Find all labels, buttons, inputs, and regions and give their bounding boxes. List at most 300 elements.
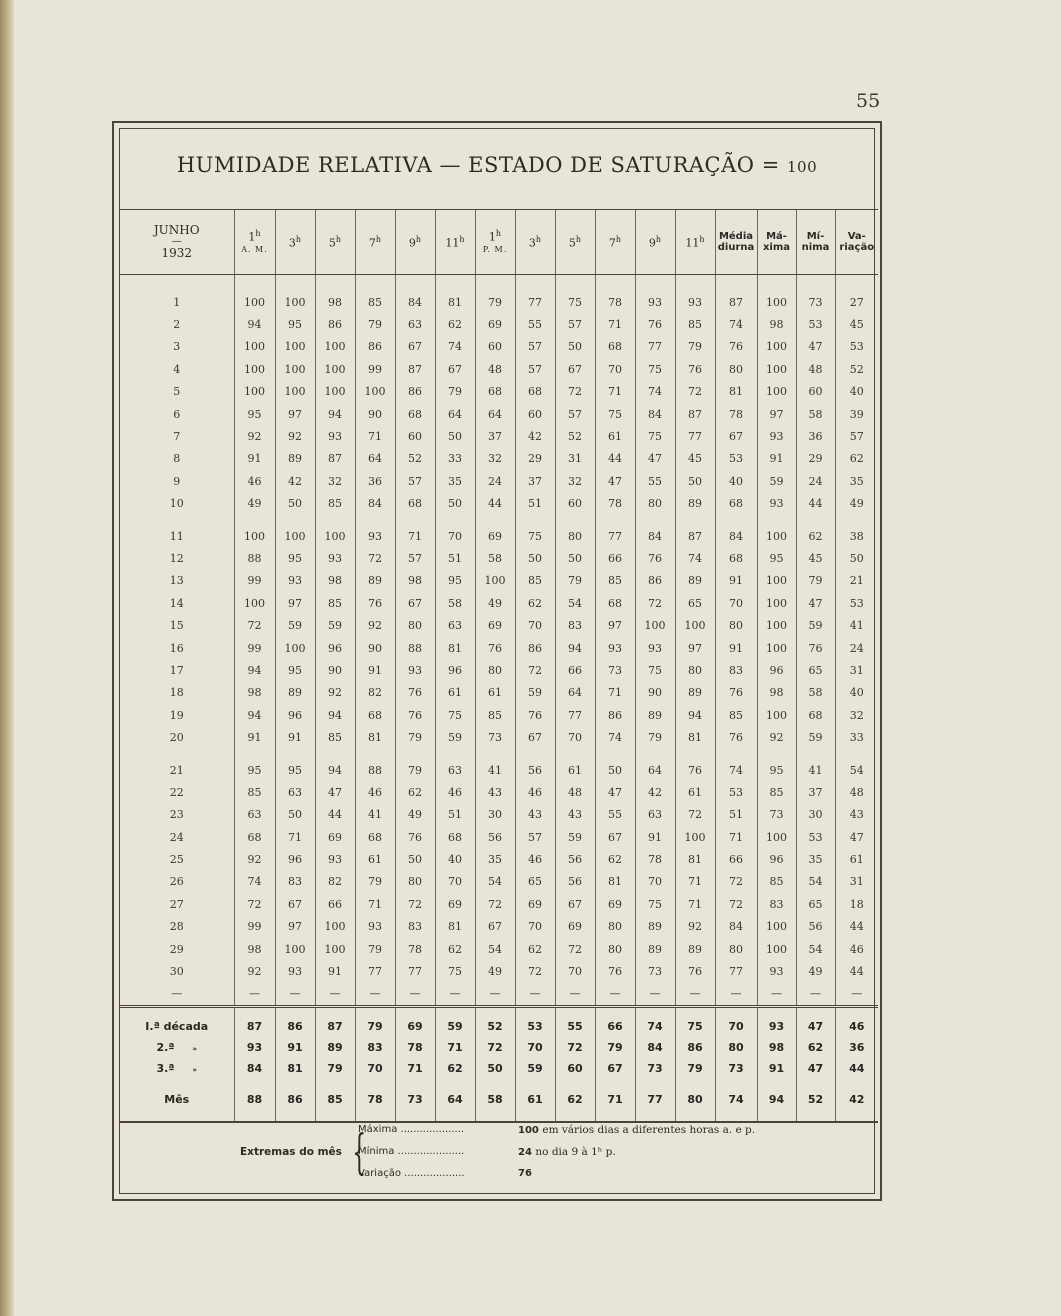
summary-value-cell: 53 <box>515 1016 555 1037</box>
value-cell: 76 <box>515 704 555 726</box>
spacer-cell <box>475 1006 515 1016</box>
value-cell: 44 <box>315 804 355 826</box>
spacer-cell <box>635 515 675 525</box>
value-cell: 68 <box>234 826 275 848</box>
value-cell: 66 <box>315 893 355 915</box>
spacer-cell <box>595 1006 635 1016</box>
value-cell: 77 <box>715 960 757 982</box>
spacer-cell <box>234 1111 275 1122</box>
hour-number: 5 <box>568 236 576 250</box>
value-cell: 100 <box>635 614 675 636</box>
value-cell: 63 <box>395 313 435 335</box>
value-cell: 93 <box>355 525 395 547</box>
spacer-cell <box>555 1111 595 1122</box>
value-cell: 74 <box>635 381 675 403</box>
day-cell: 21 <box>169 763 184 777</box>
value-cell: 74 <box>234 871 275 893</box>
value-cell: 42 <box>635 781 675 803</box>
value-cell: 97 <box>675 637 715 659</box>
spacer-cell <box>435 515 475 525</box>
value-cell: 98 <box>757 682 796 704</box>
value-cell: 42 <box>275 470 315 492</box>
day-cell: 6 <box>173 407 181 421</box>
value-cell: 84 <box>715 525 757 547</box>
day-cell: 12 <box>169 551 184 565</box>
spacer-cell <box>395 275 435 292</box>
table-row <box>120 313 878 335</box>
value-cell: 92 <box>315 682 355 704</box>
value-cell: 71 <box>355 893 395 915</box>
value-cell: 91 <box>315 960 355 982</box>
month-label: Mês <box>164 1093 190 1107</box>
hour-suffix: h <box>295 235 302 245</box>
table-row <box>120 592 878 614</box>
summary-value-cell: 67 <box>595 1058 635 1079</box>
value-cell: 85 <box>757 781 796 803</box>
day-cell: 7 <box>173 430 181 444</box>
spacer-cell <box>234 749 275 759</box>
value-cell: 84 <box>355 493 395 515</box>
value-cell: 85 <box>315 592 355 614</box>
value-cell: 100 <box>315 381 355 403</box>
day-cell: 3 <box>173 340 181 354</box>
value-cell: 32 <box>315 470 355 492</box>
dash-cell: — <box>275 983 315 1007</box>
hour-suffix: h <box>699 235 705 245</box>
table-row <box>120 960 878 982</box>
hour-number: 11 <box>685 236 700 250</box>
value-cell: 93 <box>635 291 675 313</box>
value-cell: 67 <box>555 358 595 380</box>
dash-cell: — <box>515 983 555 1007</box>
summary-value-cell: 91 <box>757 1058 796 1079</box>
spacer-cell <box>120 1111 234 1122</box>
value-cell: 21 <box>835 570 878 592</box>
value-cell: 57 <box>555 403 595 425</box>
month-value-cell: 86 <box>275 1089 315 1111</box>
value-cell: 70 <box>555 726 595 748</box>
summary-value-cell: 86 <box>275 1016 315 1037</box>
summary-value-cell: 80 <box>715 1037 757 1058</box>
maxima-line-2: xima <box>762 242 791 253</box>
minima-dots: ..................... <box>397 1146 465 1157</box>
value-cell: 69 <box>475 313 515 335</box>
value-cell: 93 <box>757 960 796 982</box>
value-cell: 100 <box>315 358 355 380</box>
month-value-cell: 71 <box>595 1089 635 1111</box>
value-cell: 40 <box>835 381 878 403</box>
value-cell: 70 <box>635 871 675 893</box>
table-row <box>120 781 878 803</box>
value-cell: 69 <box>555 916 595 938</box>
summary-value-cell: 83 <box>355 1037 395 1058</box>
value-cell: 100 <box>275 525 315 547</box>
value-cell: 47 <box>595 781 635 803</box>
spacer-cell <box>835 515 878 525</box>
value-cell: 69 <box>315 826 355 848</box>
value-cell: 96 <box>757 659 796 681</box>
value-cell: 55 <box>595 804 635 826</box>
value-cell: 93 <box>355 916 395 938</box>
value-cell: 48 <box>796 358 835 380</box>
value-cell: 100 <box>315 525 355 547</box>
value-cell: 92 <box>234 425 275 447</box>
extreme-minima-value <box>518 1146 616 1158</box>
table-row <box>120 614 878 636</box>
value-cell: 100 <box>315 916 355 938</box>
table-row <box>120 804 878 826</box>
value-cell: 24 <box>835 637 878 659</box>
hour-number: 9 <box>408 236 416 250</box>
page-title <box>120 153 874 177</box>
value-cell: 50 <box>835 547 878 569</box>
value-cell: 61 <box>355 848 395 870</box>
value-cell: 67 <box>395 336 435 358</box>
value-cell: 88 <box>395 637 435 659</box>
value-cell: 90 <box>355 403 395 425</box>
value-cell: 95 <box>275 659 315 681</box>
value-cell: 45 <box>675 448 715 470</box>
value-cell: 100 <box>275 336 315 358</box>
value-cell: 47 <box>796 592 835 614</box>
value-cell: 75 <box>635 659 675 681</box>
value-cell: 79 <box>355 938 395 960</box>
value-cell: 84 <box>635 525 675 547</box>
extreme-variacao-value <box>518 1168 532 1179</box>
value-cell: 77 <box>595 525 635 547</box>
spacer-cell <box>675 749 715 759</box>
table-frame <box>112 121 882 1201</box>
day-cell: 20 <box>169 731 184 745</box>
month-value-cell: 62 <box>555 1089 595 1111</box>
value-cell: 33 <box>435 448 475 470</box>
value-cell: 72 <box>475 893 515 915</box>
table-body <box>120 275 878 1122</box>
value-cell: 24 <box>796 470 835 492</box>
value-cell: 97 <box>757 403 796 425</box>
value-cell: 86 <box>595 704 635 726</box>
value-cell: 96 <box>315 637 355 659</box>
value-cell: 86 <box>395 381 435 403</box>
maxima-value: 100 <box>518 1125 539 1136</box>
spacer-cell <box>715 515 757 525</box>
value-cell: 75 <box>515 525 555 547</box>
spacer-cell <box>635 749 675 759</box>
value-cell: 70 <box>435 525 475 547</box>
value-cell: 94 <box>555 637 595 659</box>
day-cell: 27 <box>169 897 184 911</box>
value-cell: 71 <box>595 381 635 403</box>
month-header <box>120 210 234 275</box>
value-cell: 76 <box>635 313 675 335</box>
value-cell: 54 <box>796 938 835 960</box>
value-cell: 83 <box>555 614 595 636</box>
spacer-cell <box>234 515 275 525</box>
value-cell: 79 <box>475 291 515 313</box>
value-cell: 71 <box>355 425 395 447</box>
value-cell: 81 <box>595 871 635 893</box>
spacer-cell <box>515 749 555 759</box>
value-cell: 93 <box>757 425 796 447</box>
value-cell: 84 <box>395 291 435 313</box>
value-cell: 75 <box>635 425 675 447</box>
spacer-cell <box>315 1111 355 1122</box>
spacer-cell <box>796 515 835 525</box>
summary-value-cell: 78 <box>395 1037 435 1058</box>
value-cell: 85 <box>355 291 395 313</box>
summary-value-cell: 59 <box>435 1016 475 1037</box>
value-cell: 63 <box>635 804 675 826</box>
value-cell: 61 <box>435 682 475 704</box>
value-cell: 85 <box>595 570 635 592</box>
spacer-cell <box>595 1079 635 1089</box>
value-cell: 72 <box>234 893 275 915</box>
spacer-cell <box>475 1111 515 1122</box>
summary-value-cell: 60 <box>555 1058 595 1079</box>
value-cell: 87 <box>715 291 757 313</box>
value-cell: 76 <box>395 704 435 726</box>
value-cell: 89 <box>275 682 315 704</box>
value-cell: 69 <box>475 614 515 636</box>
value-cell: 44 <box>835 960 878 982</box>
hour-suffix: h <box>495 229 502 239</box>
value-cell: 57 <box>515 826 555 848</box>
table-row <box>120 525 878 547</box>
period-label: A. M. <box>241 244 268 254</box>
value-cell: 71 <box>595 313 635 335</box>
spacer-cell <box>355 515 395 525</box>
day-cell: 22 <box>169 785 184 799</box>
value-cell: 90 <box>355 637 395 659</box>
value-cell: 100 <box>315 336 355 358</box>
value-cell: 93 <box>675 291 715 313</box>
value-cell: 100 <box>475 570 515 592</box>
extreme-minima-label <box>358 1146 464 1157</box>
value-cell: 100 <box>675 614 715 636</box>
value-cell: 68 <box>715 493 757 515</box>
hour-number: 7 <box>368 236 376 250</box>
value-cell: 60 <box>475 336 515 358</box>
hour-suffix: h <box>459 235 465 245</box>
value-cell: 94 <box>234 659 275 681</box>
spacer-cell <box>315 1079 355 1089</box>
value-cell: 75 <box>555 291 595 313</box>
spacer-cell <box>715 749 757 759</box>
value-cell: 74 <box>435 336 475 358</box>
value-cell: 67 <box>275 893 315 915</box>
value-cell: 64 <box>555 682 595 704</box>
value-cell: 97 <box>275 592 315 614</box>
value-cell: 37 <box>475 425 515 447</box>
value-cell: 59 <box>757 470 796 492</box>
month-value-cell: 74 <box>715 1089 757 1111</box>
value-cell: 41 <box>475 759 515 781</box>
spacer-cell <box>395 1111 435 1122</box>
spacer-cell <box>595 515 635 525</box>
value-cell: 46 <box>435 781 475 803</box>
table-row <box>120 704 878 726</box>
value-cell: 41 <box>796 759 835 781</box>
hour-number: 3 <box>288 236 296 250</box>
value-cell: 67 <box>555 893 595 915</box>
value-cell: 59 <box>796 614 835 636</box>
hour-number: 3 <box>528 236 536 250</box>
value-cell: 89 <box>675 682 715 704</box>
summary-value-cell: 62 <box>435 1058 475 1079</box>
table-row <box>120 659 878 681</box>
value-cell: 83 <box>275 871 315 893</box>
value-cell: 59 <box>435 726 475 748</box>
value-cell: 81 <box>435 637 475 659</box>
hour-suffix: h <box>415 235 422 245</box>
summary-value-cell: 46 <box>835 1016 878 1037</box>
value-cell: 100 <box>234 291 275 313</box>
value-cell: 42 <box>515 425 555 447</box>
spacer-cell <box>395 1079 435 1089</box>
value-cell: 41 <box>355 804 395 826</box>
table-row <box>120 759 878 781</box>
value-cell: 72 <box>715 871 757 893</box>
summary-value-cell: 79 <box>595 1037 635 1058</box>
variacao-dots: ................... <box>404 1168 465 1179</box>
spacer-cell <box>675 515 715 525</box>
spacer-cell <box>355 1079 395 1089</box>
value-cell: 81 <box>435 291 475 313</box>
value-cell: 57 <box>395 547 435 569</box>
value-cell: 46 <box>234 470 275 492</box>
value-cell: 98 <box>395 570 435 592</box>
value-cell: 31 <box>835 871 878 893</box>
month-value-cell: 42 <box>835 1089 878 1111</box>
value-cell: 100 <box>757 358 796 380</box>
summary-value-cell: 86 <box>675 1037 715 1058</box>
spacer-cell <box>675 1079 715 1089</box>
value-cell: 56 <box>555 848 595 870</box>
value-cell: 44 <box>595 448 635 470</box>
value-cell: 95 <box>757 547 796 569</box>
value-cell: 68 <box>515 381 555 403</box>
extreme-variacao-label <box>358 1168 465 1179</box>
spacer-cell <box>796 1111 835 1122</box>
decade-label-text: 3.ª <box>156 1061 175 1075</box>
summary-value-cell: 73 <box>715 1058 757 1079</box>
month-dash: — <box>171 236 182 247</box>
value-cell: 96 <box>275 848 315 870</box>
spacer-cell <box>555 1079 595 1089</box>
value-cell: 92 <box>757 726 796 748</box>
value-cell: 56 <box>475 826 515 848</box>
value-cell: 91 <box>355 659 395 681</box>
extreme-maxima-value <box>518 1124 755 1136</box>
value-cell: 50 <box>555 547 595 569</box>
book-spine <box>0 0 14 1316</box>
summary-value-cell: 71 <box>435 1037 475 1058</box>
value-cell: 35 <box>835 470 878 492</box>
value-cell: 49 <box>475 592 515 614</box>
spacer-cell <box>675 1006 715 1016</box>
table-row <box>120 547 878 569</box>
summary-value-cell: 75 <box>675 1016 715 1037</box>
year: 1932 <box>161 246 193 260</box>
value-cell: 33 <box>835 726 878 748</box>
spacer-cell <box>315 1006 355 1016</box>
value-cell: 81 <box>355 726 395 748</box>
value-cell: 50 <box>275 493 315 515</box>
spacer-cell <box>120 1006 234 1016</box>
value-cell: 76 <box>395 826 435 848</box>
value-cell: 51 <box>435 804 475 826</box>
spacer-cell <box>275 1111 315 1122</box>
value-cell: 73 <box>475 726 515 748</box>
value-cell: 78 <box>595 493 635 515</box>
value-cell: 66 <box>555 659 595 681</box>
value-cell: 75 <box>435 960 475 982</box>
summary-value-cell: 72 <box>555 1037 595 1058</box>
value-cell: 49 <box>835 493 878 515</box>
day-cell: 10 <box>169 497 184 511</box>
value-cell: 73 <box>635 960 675 982</box>
value-cell: 30 <box>475 804 515 826</box>
hour-header <box>395 210 435 275</box>
value-cell: 85 <box>675 313 715 335</box>
dash-cell: — <box>757 983 796 1007</box>
dash-cell: — <box>171 987 183 1001</box>
dash-cell: — <box>796 983 835 1007</box>
spacer-cell <box>515 1079 555 1089</box>
day-cell: 4 <box>173 362 181 376</box>
value-cell: 50 <box>515 547 555 569</box>
value-cell: 68 <box>796 704 835 726</box>
summary-gap-row <box>120 1079 878 1089</box>
value-cell: 44 <box>475 493 515 515</box>
value-cell: 64 <box>355 448 395 470</box>
value-cell: 91 <box>715 570 757 592</box>
day-cell: 24 <box>169 830 184 844</box>
value-cell: 60 <box>555 493 595 515</box>
value-cell: 54 <box>796 871 835 893</box>
value-cell: 52 <box>395 448 435 470</box>
value-cell: 99 <box>234 570 275 592</box>
spacer-cell <box>757 1079 796 1089</box>
spacer-cell <box>435 749 475 759</box>
value-cell: 47 <box>835 826 878 848</box>
spacer-cell <box>757 749 796 759</box>
value-cell: 86 <box>315 313 355 335</box>
value-cell: 60 <box>395 425 435 447</box>
value-cell: 78 <box>595 291 635 313</box>
hour-number: 9 <box>648 236 656 250</box>
table-row <box>120 448 878 470</box>
month-extremes <box>240 1122 860 1192</box>
value-cell: 80 <box>395 614 435 636</box>
spacer-cell <box>120 1079 234 1089</box>
spacer-cell <box>435 1111 475 1122</box>
spacer-cell <box>835 1079 878 1089</box>
value-cell: 96 <box>435 659 475 681</box>
value-cell: 62 <box>395 781 435 803</box>
spacer-cell <box>835 1006 878 1016</box>
value-cell: 67 <box>395 592 435 614</box>
table-row <box>120 493 878 515</box>
hour-suffix: h <box>655 235 662 245</box>
decade-label-text: 2.ª <box>156 1040 175 1054</box>
value-cell: 46 <box>515 781 555 803</box>
value-cell: 48 <box>555 781 595 803</box>
value-cell: 68 <box>715 547 757 569</box>
value-cell: 67 <box>475 916 515 938</box>
value-cell: 95 <box>435 570 475 592</box>
title-value: 100 <box>787 158 818 176</box>
